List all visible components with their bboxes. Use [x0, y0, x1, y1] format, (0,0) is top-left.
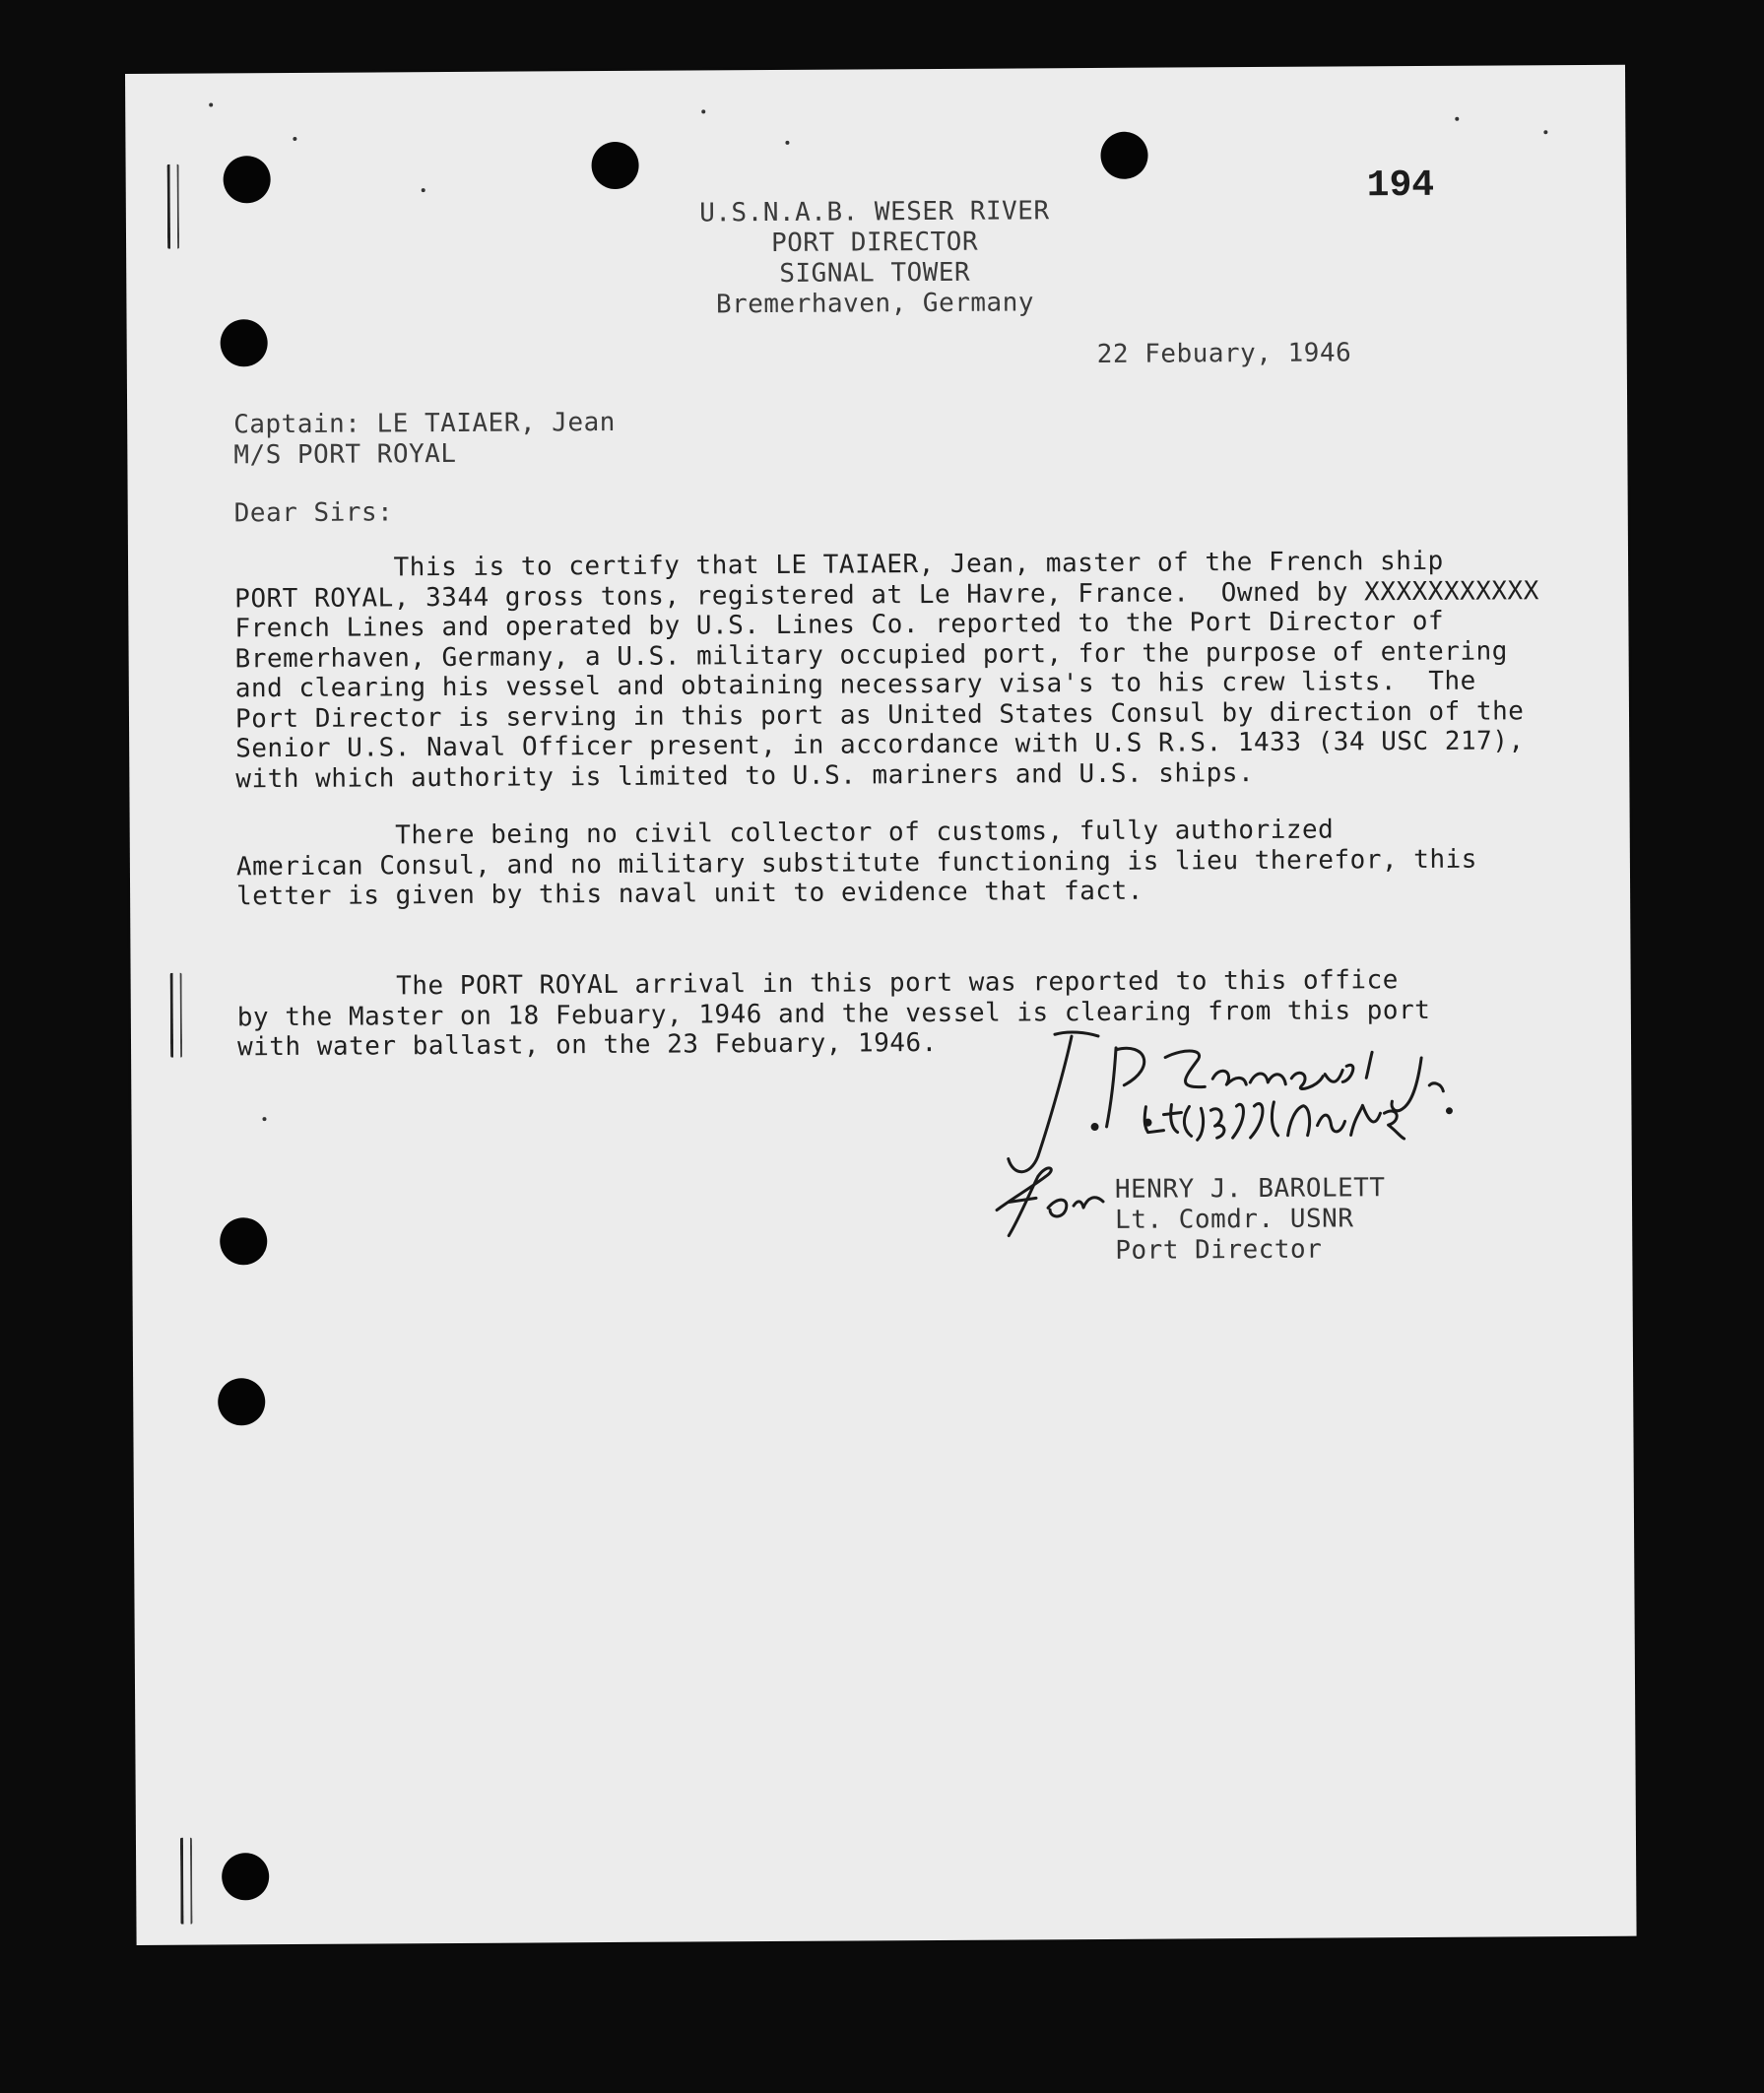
- speck: [209, 102, 213, 106]
- signer-rank: Lt. Comdr. USNR: [1115, 1204, 1354, 1235]
- letter-date: 22 Febuary, 1946: [1096, 338, 1352, 369]
- letterhead-office: PORT DIRECTOR: [770, 227, 979, 258]
- recipient-captain: Captain: LE TAIAER, Jean: [233, 407, 616, 440]
- letter-sheet: [125, 65, 1637, 1945]
- signature-block: [1115, 1173, 1386, 1267]
- punch-hole: [591, 142, 638, 189]
- speck: [422, 188, 425, 192]
- signer-title: Port Director: [1115, 1234, 1323, 1266]
- speck: [1455, 117, 1459, 121]
- text-line: French Lines and operated by U.S. Lines Co. reported to the Port Director of: [234, 606, 1445, 644]
- certification-paragraph: [233, 546, 1539, 794]
- staple-mark: [167, 164, 180, 249]
- text-line: by the Master on 18 Febuary, 1946 and the vessel is clearing from this port: [236, 995, 1431, 1032]
- text-line: and clearing his vessel and obtaining necessary visa's to his crew lists. The: [234, 666, 1476, 704]
- signer-name: HENRY J. BAROLETT: [1114, 1173, 1386, 1205]
- letterhead-location: Bremerhaven, Germany: [715, 288, 1035, 320]
- speck: [293, 137, 296, 141]
- text-line: with water ballast, on the 23 Febuary, 1946.: [236, 1027, 938, 1063]
- salutation: Dear Sirs:: [233, 497, 394, 529]
- staple-mark: [180, 1838, 193, 1925]
- punch-hole: [224, 156, 271, 203]
- page-number: 194: [1366, 164, 1435, 208]
- text-line: Bremerhaven, Germany, a U.S. military occupied port, for the purpose of entering: [234, 635, 1508, 674]
- text-line: Port Director is serving in this port as United States Consul by direction of the: [234, 695, 1525, 734]
- text-line: This is to certify that LE TAIAER, Jean, master of the French ship: [233, 546, 1444, 584]
- punch-hole: [221, 319, 268, 366]
- text-line: American Consul, and no military substitute functioning is lieu therefor, this: [235, 844, 1477, 882]
- punch-hole: [222, 1853, 269, 1900]
- letterhead-unit: U.S.N.A.B. WESER RIVER: [699, 196, 1050, 229]
- punch-hole: [218, 1378, 265, 1425]
- text-line: Senior U.S. Naval Officer present, in accordance with U.S R.S. 1433 (34 USC 217),: [235, 726, 1525, 764]
- text-line: letter is given by this naval unit to evidence that fact.: [236, 876, 1143, 912]
- recipient-block: [233, 408, 616, 471]
- text-line: There being no civil collector of customs, fully authorized: [235, 815, 1335, 852]
- recipient-ship: M/S PORT ROYAL: [233, 438, 457, 471]
- speck: [701, 109, 705, 113]
- letterhead-station: SIGNAL TOWER: [779, 257, 971, 289]
- text-line: The PORT ROYAL arrival in this port was reported to this office: [236, 965, 1399, 1003]
- punch-hole: [1100, 132, 1147, 179]
- staple-mark: [170, 973, 183, 1058]
- letterhead: [658, 196, 1092, 321]
- speck: [1543, 130, 1547, 134]
- text-line: PORT ROYAL, 3344 gross tons, registered at Le Havre, France. Owned by XXXXXXXXXXX: [234, 575, 1539, 614]
- text-line: with which authority is limited to U.S. mariners and U.S. ships.: [235, 757, 1255, 794]
- customs-paragraph: [236, 814, 1537, 912]
- speck: [785, 141, 789, 145]
- speck: [262, 1117, 266, 1121]
- punch-hole: [220, 1217, 267, 1265]
